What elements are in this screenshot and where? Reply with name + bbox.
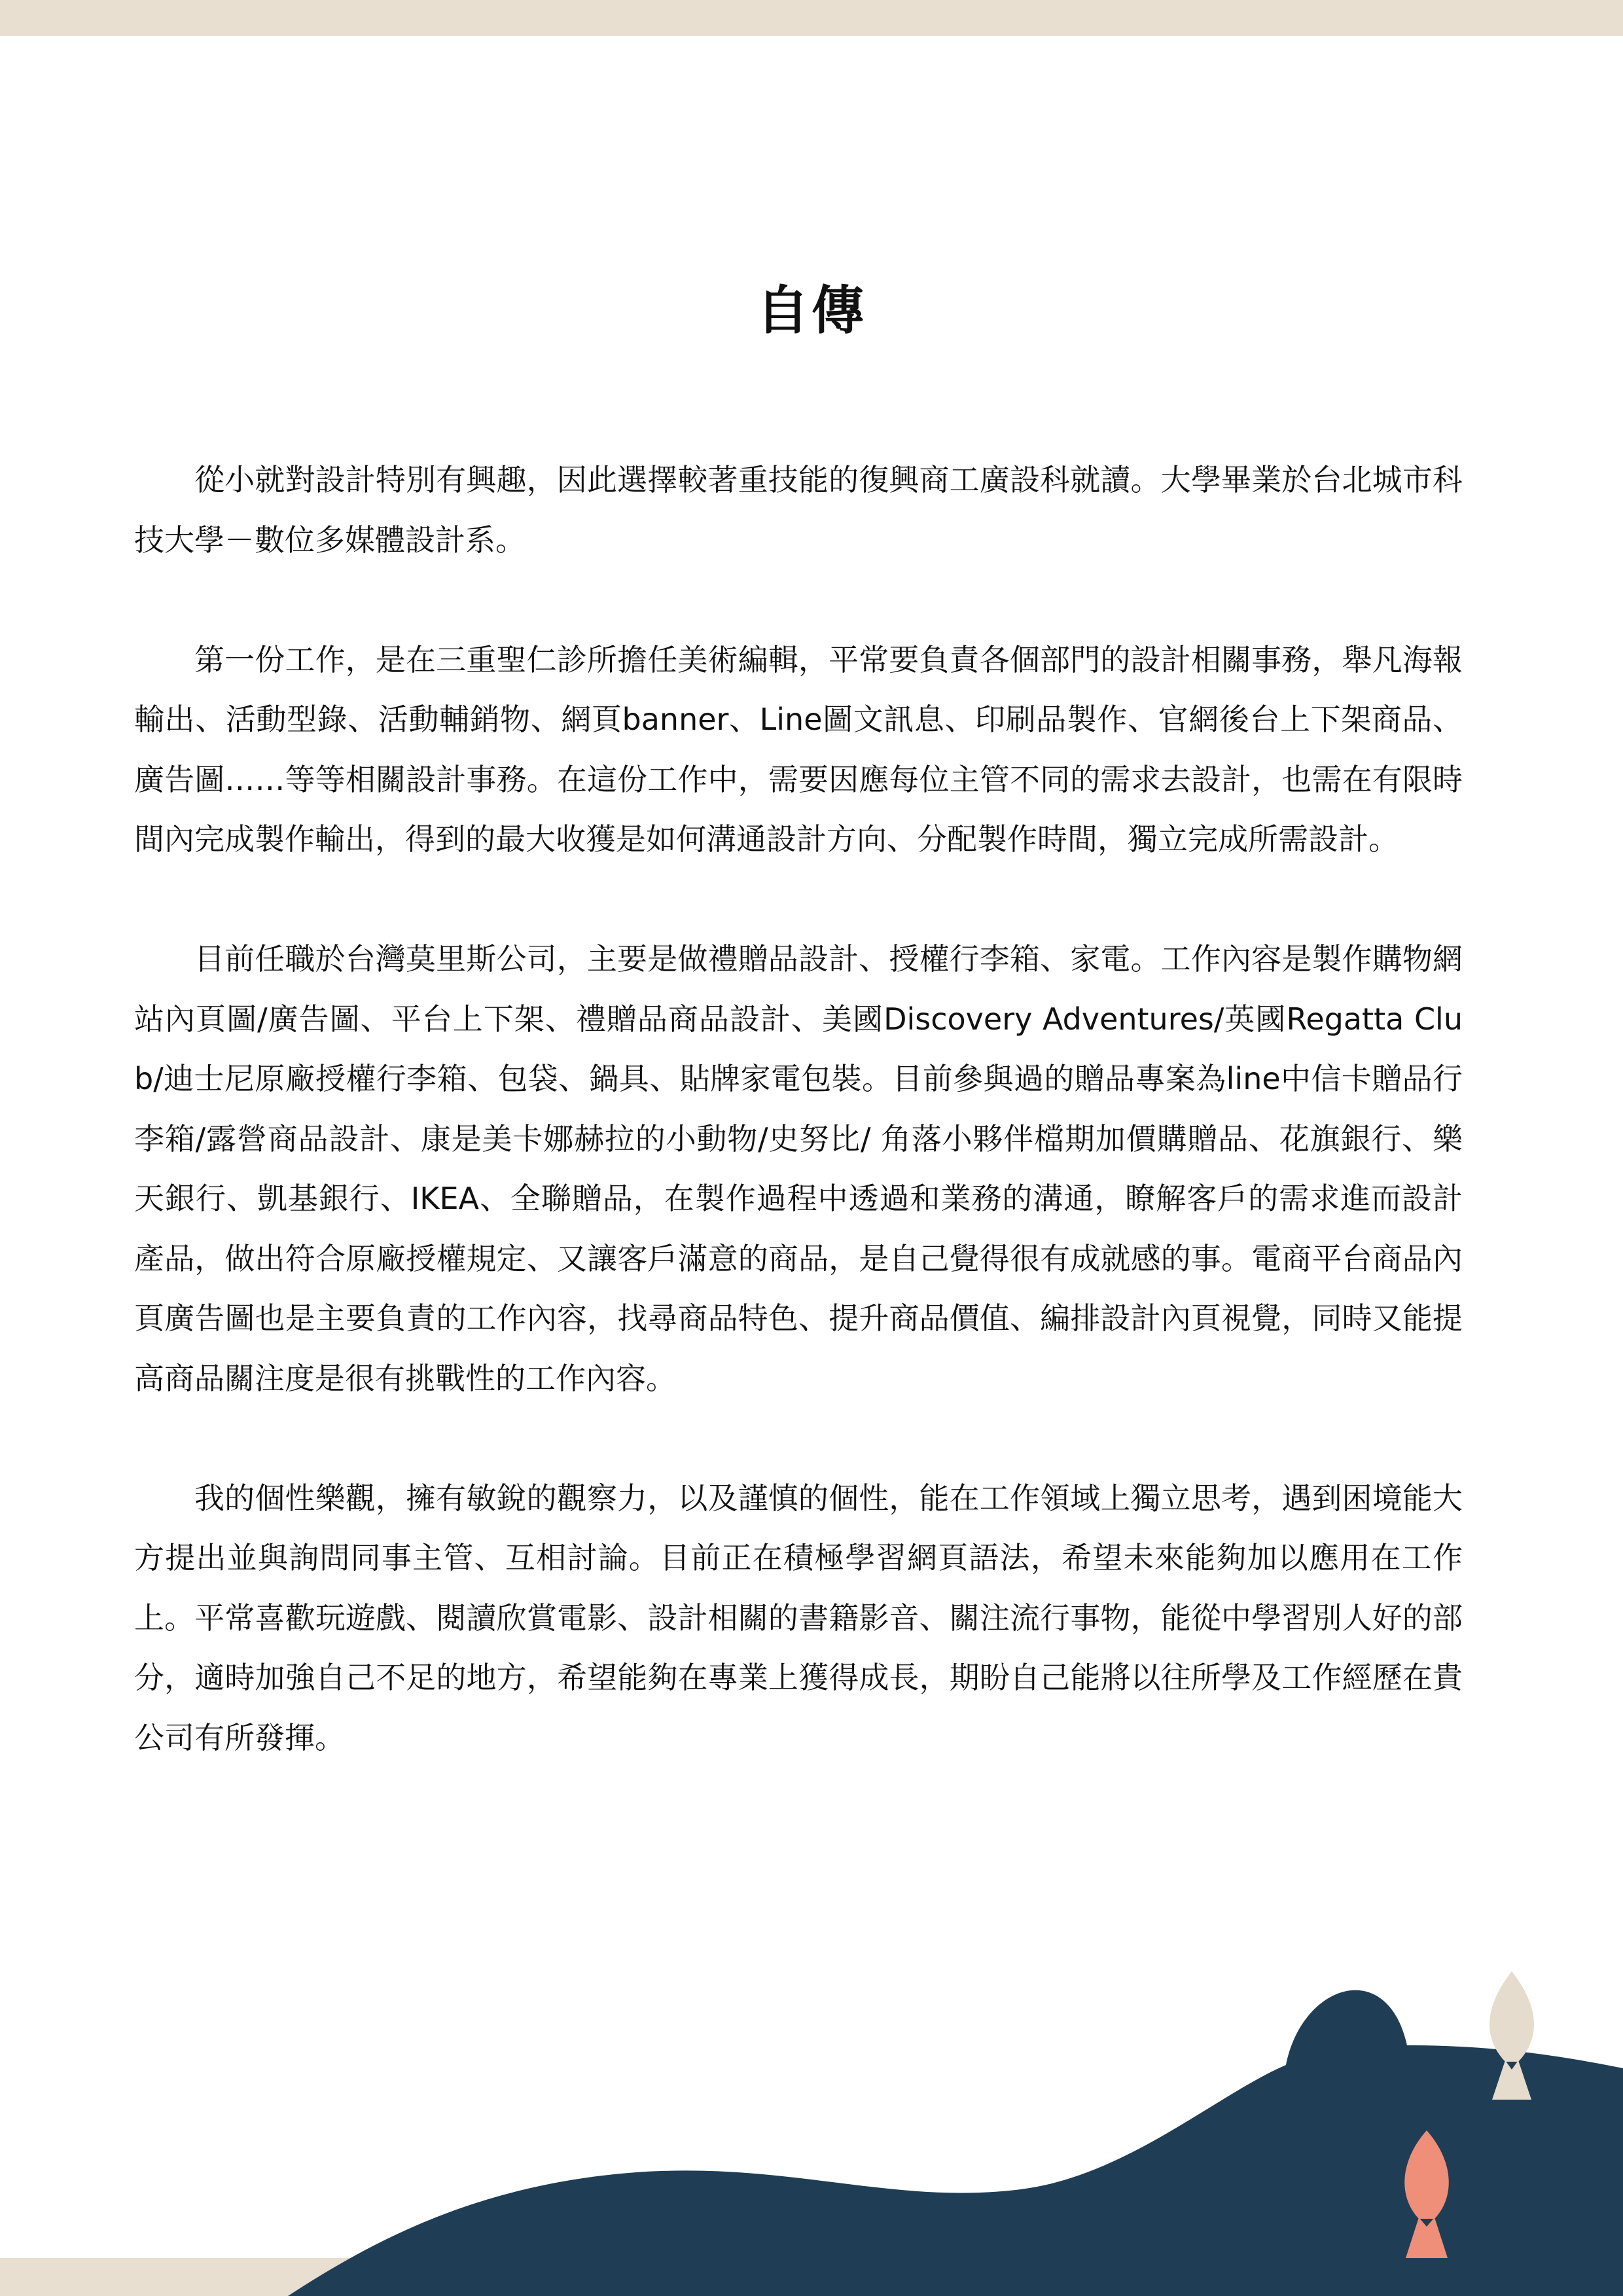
bottom-decoration — [0, 1931, 1623, 2296]
paragraph-first-job: 第一份工作，是在三重聖仁診所擔任美術編輯，平常要負責各個部門的設計相關事務，舉凡海報輸出、活動型錄、活動輔銷物、網頁banner、Line圖文訊息、印刷品製作、官網後台上下架商品、廣告圖……等等相關設計事務。在這份工作中，需要因應每位主管不同的需求去設計，也需在有限時間內完成製作輸出，得到的最大收獲是如何溝通設計方向、分配製作時間，獨立完成所需設計。 — [134, 641, 1463, 857]
document-body — [134, 450, 1463, 1828]
paragraph-education: 從小就對設計特別有興趣，因此選擇較著重技能的復興商工廣設科就讀。大學畢業於台北城市科技大學－數位多媒體設計系。 — [134, 462, 1463, 558]
paragraph-personality: 我的個性樂觀，擁有敏銳的觀察力，以及謹慎的個性，能在工作領域上獨立思考，遇到困境能大方提出並與詢問同事主管、互相討論。目前正在積極學習網頁語法，希望未來能夠加以應用在工作上。平常喜歡玩遊戲、閱讀欣賞電影、設計相關的書籍影音、關注流行事物，能從中學習別人好的部分，適時加強自己不足的地方，希望能夠在專業上獲得成長，期盼自己能將以往所學及工作經歷在貴公司有所發揮。 — [134, 1480, 1463, 1755]
paragraph-current-job: 目前任職於台灣莫里斯公司，主要是做禮贈品設計、授權行李箱、家電。工作內容是製作購物網站內頁圖/廣告圖、平台上下架、禮贈品商品設計、美國Discovery Adventures/英國Regatta Club/迪士尼原廠授權行李箱、包袋、鍋具、貼牌家電包裝。目前參與過的贈品專案為line中信卡贈品行李箱/露營商品設計、康是美卡娜赫拉的小動物/史努比/ 角落小夥伴檔期加價購贈品、花旗銀行、樂天銀行、凱基銀行、IKEA、全聯贈品，在製作過程中透過和業務的溝通，瞭解客戶的需求進而設計產品，做出符合原廠授權規定、又讓客戶滿意的商品，是自己覺得很有成就感的事。電商平台商品內頁廣告圖也是主要負責的工作內容，找尋商品特色、提升商品價值、編排設計內頁視覺，同時又能提高商品關注度是很有挑戰性的工作內容。 — [134, 941, 1463, 1396]
page-title: 自傳 — [757, 280, 866, 341]
top-band — [0, 0, 1623, 36]
